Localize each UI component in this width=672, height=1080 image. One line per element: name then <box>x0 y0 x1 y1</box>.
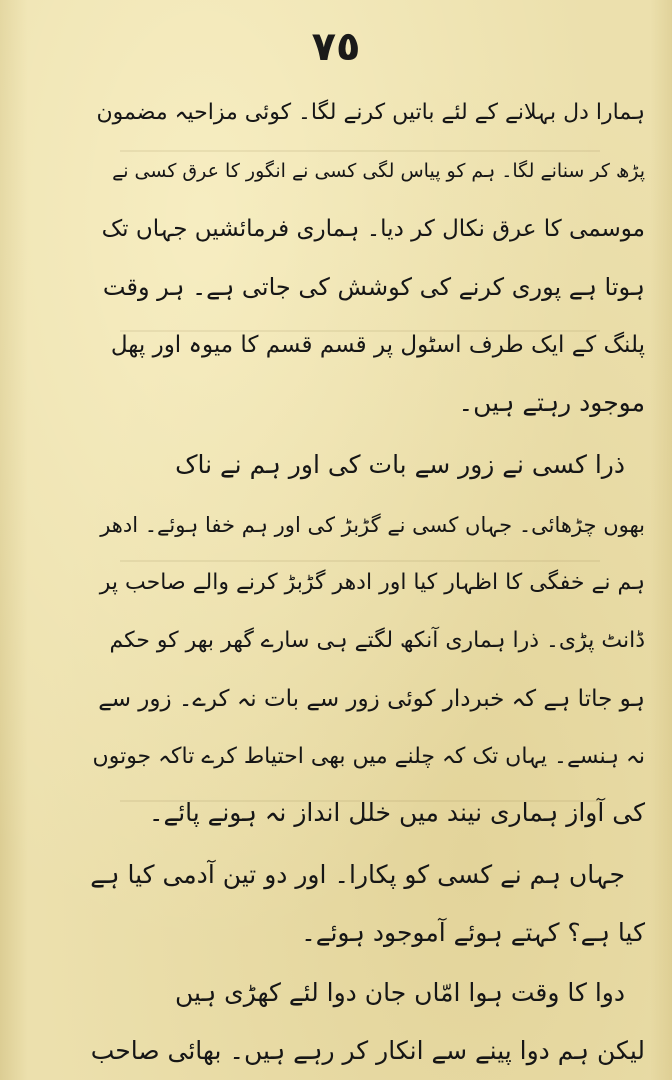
text-line: ہو جاتا ہے کہ خبردار کوئی زور سے بات نہ کرے۔ زور سے <box>98 686 645 712</box>
paragraph-start-line: جہاں ہم نے کسی کو پکارا۔ اور دو تین آدمی کیا ہے <box>90 860 625 889</box>
text-line: بھوں چڑھائی۔ جہاں کسی نے گڑبڑ کی اور ہم خفا ہوئے۔ ادھر <box>100 513 645 537</box>
text-line: موجود رہتے ہیں۔ <box>458 388 645 417</box>
text-line: ہمارا دل بہلانے کے لئے باتیں کرنے لگا۔ کوئی مزاحیہ مضمون <box>96 100 645 125</box>
text-line: کی آواز ہماری نیند میں خلل انداز نہ ہونے پائے۔ <box>148 798 645 827</box>
text-line: ڈانٹ پڑی۔ ذرا ہماری آنکھ لگتے ہی سارے گھر بھر کو حکم <box>109 628 645 653</box>
page-text-body <box>90 92 645 1065</box>
paragraph-start-line: ذرا کسی نے زور سے بات کی اور ہم نے ناک <box>175 450 625 479</box>
page-number: ٧٥ <box>311 24 361 70</box>
text-line: پڑھ کر سنانے لگا۔ ہم کو پیاس لگی کسی نے انگور کا عرق کسی نے <box>112 160 645 182</box>
text-line: پلنگ کے ایک طرف اسٹول پر قسم قسم کا میوہ اور پھل <box>110 332 645 358</box>
text-line: ہم نے خفگی کا اظہار کیا اور ادھر گڑبڑ کرنے والے صاحب پر <box>99 570 645 595</box>
text-line: کیا ہے؟ کہتے ہوئے آموجود ہوئے۔ <box>301 918 645 947</box>
text-line: نہ ہنسے۔ یہاں تک کہ چلنے میں بھی احتیاط کرے تاکہ جوتوں <box>92 744 645 769</box>
text-line: موسمی کا عرق نکال کر دیا۔ ہماری فرمائشیں جہاں تک <box>101 216 645 242</box>
paragraph-start-line: دوا کا وقت ہوا امّاں جان دوا لئے کھڑی ہیں <box>175 978 625 1007</box>
text-line: ہوتا ہے پوری کرنے کی کوشش کی جاتی ہے۔ ہر وقت <box>102 273 645 301</box>
text-line: لیکن ہم دوا پینے سے انکار کر رہے ہیں۔ بھائی صاحب <box>90 1036 645 1065</box>
